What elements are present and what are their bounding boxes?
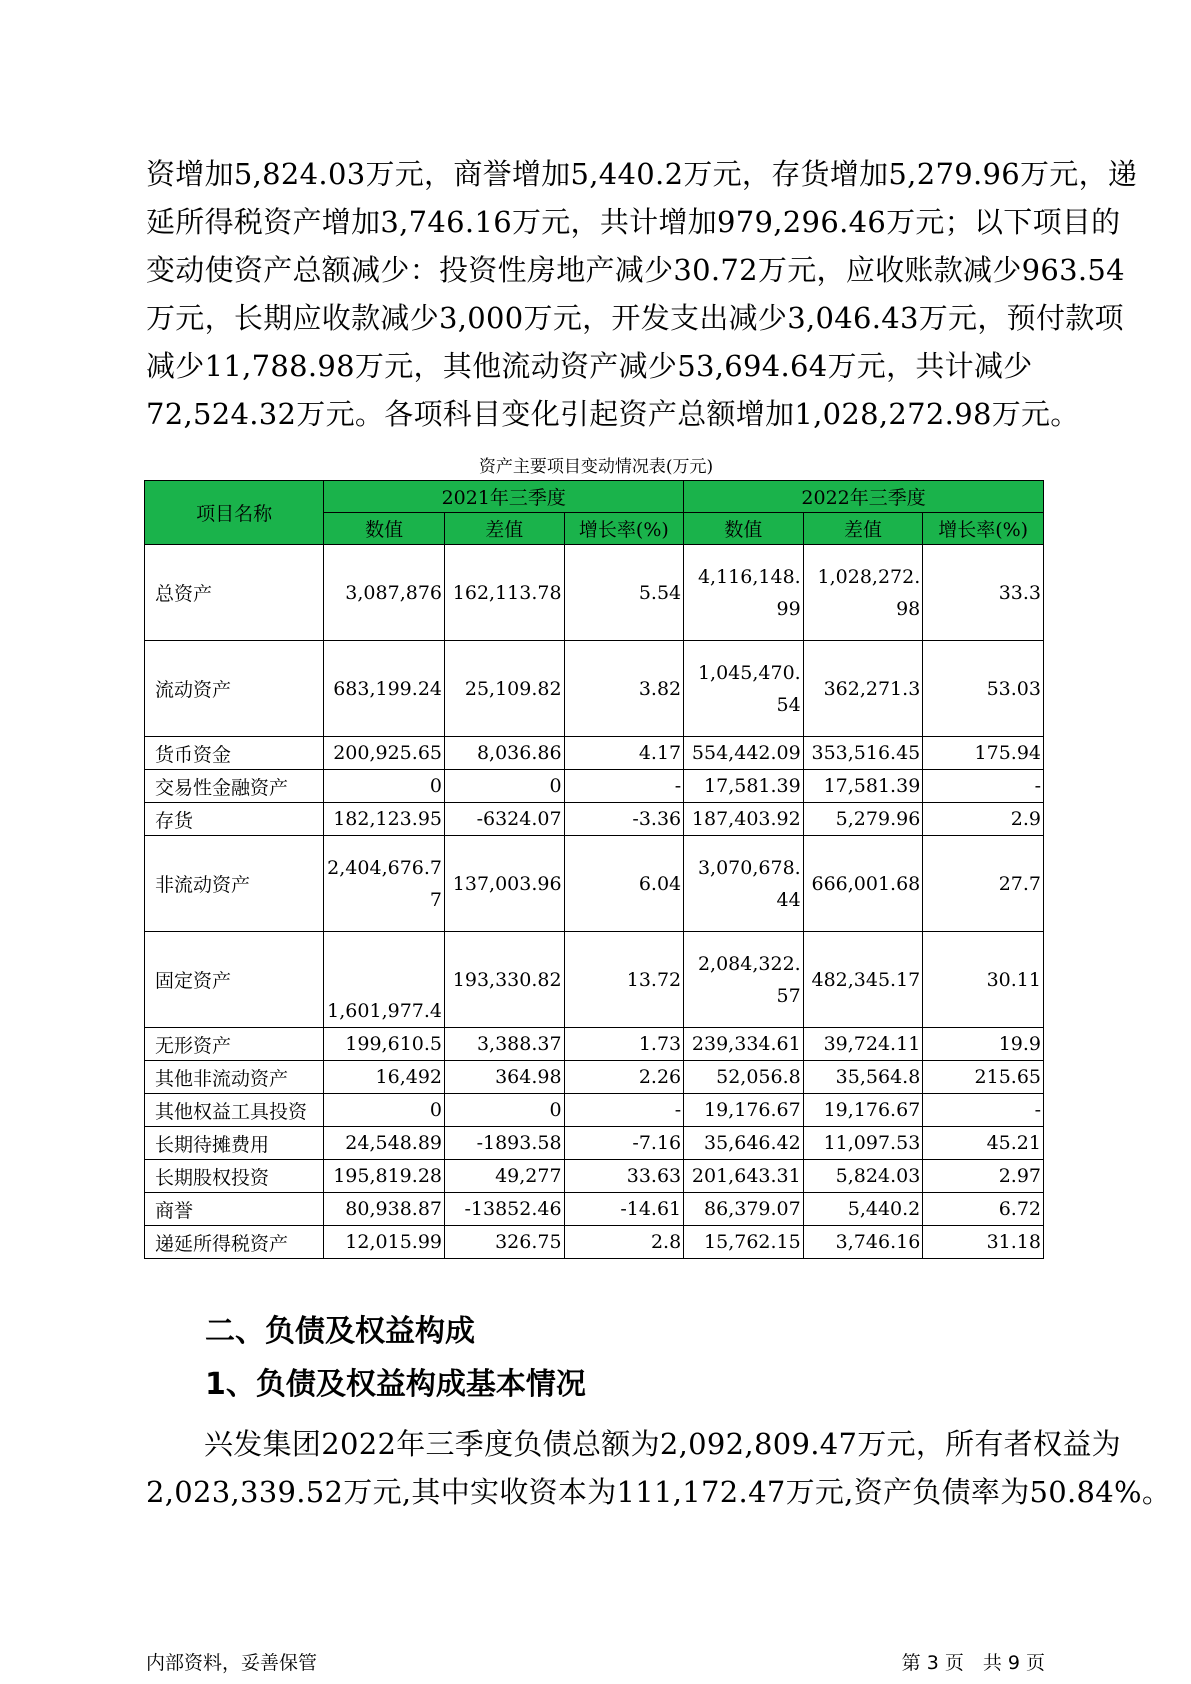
table-cell: 182,123.95 xyxy=(324,803,445,836)
intro-line: 资增加5,824.03万元，商誉增加5,440.2万元，存货增加5,279.96万元，递 xyxy=(146,157,1138,191)
footer-confidential-note: 内部资料，妥善保管 xyxy=(146,1652,318,1674)
table-cell: 86,379.07 xyxy=(684,1193,804,1226)
table-cell: 24,548.89 xyxy=(324,1127,445,1160)
asset-change-table xyxy=(144,480,1044,1259)
intro-paragraph xyxy=(146,150,1138,438)
table-row xyxy=(145,545,1044,641)
table-cell: 35,564.8 xyxy=(803,1061,923,1094)
table-cell: 3,087,876 xyxy=(324,545,445,641)
table-cell: 15,762.15 xyxy=(684,1226,804,1259)
table-row xyxy=(145,836,1044,932)
table-cell: 53.03 xyxy=(923,641,1044,737)
table-cell: 239,334.61 xyxy=(684,1028,804,1061)
table-cell: 49,277 xyxy=(445,1160,565,1193)
table-cell: 17,581.39 xyxy=(803,770,923,803)
table-cell: 364.98 xyxy=(445,1061,565,1094)
table-row xyxy=(145,737,1044,770)
table-cell: 25,109.82 xyxy=(445,641,565,737)
row-label: 递延所得税资产 xyxy=(145,1226,324,1259)
row-label: 商誉 xyxy=(145,1193,324,1226)
period-header-2021: 2021年三季度 xyxy=(324,481,684,513)
table-cell: 35,646.42 xyxy=(684,1127,804,1160)
table-cell: 45.21 xyxy=(923,1127,1044,1160)
table-cell: 215.65 xyxy=(923,1061,1044,1094)
table-row xyxy=(145,770,1044,803)
table-cell: 1.73 xyxy=(564,1028,684,1061)
row-label: 无形资产 xyxy=(145,1028,324,1061)
table-cell: 0 xyxy=(445,1094,565,1127)
table-cell: 3,070,678.44 xyxy=(684,836,804,932)
table-cell: 5.54 xyxy=(564,545,684,641)
row-label: 货币资金 xyxy=(145,737,324,770)
sub-header: 增长率(%) xyxy=(564,513,684,545)
table-cell: -1893.58 xyxy=(445,1127,565,1160)
intro-line: 减少11,788.98万元，其他流动资产减少53,694.64万元，共计减少 xyxy=(146,349,1033,383)
sub-header: 数值 xyxy=(684,513,804,545)
table-cell: 16,492 xyxy=(324,1061,445,1094)
table-cell: 199,610.5 xyxy=(324,1028,445,1061)
table-row xyxy=(145,1094,1044,1127)
table-cell: 11,097.53 xyxy=(803,1127,923,1160)
table-row xyxy=(145,803,1044,836)
table-cell: 4,116,148.99 xyxy=(684,545,804,641)
table-cell: 554,442.09 xyxy=(684,737,804,770)
table-cell: 6.72 xyxy=(923,1193,1044,1226)
table-cell: 5,279.96 xyxy=(803,803,923,836)
table-cell: 2.26 xyxy=(564,1061,684,1094)
table-cell: 19,176.67 xyxy=(684,1094,804,1127)
subsection-heading: 1、负债及权益构成基本情况 xyxy=(205,1367,586,1402)
sub-header: 数值 xyxy=(324,513,445,545)
table-cell: 0 xyxy=(445,770,565,803)
table-cell: - xyxy=(564,1094,684,1127)
intro-line: 万元，长期应收款减少3,000万元，开发支出减少3,046.43万元，预付款项 xyxy=(146,301,1124,335)
table-cell: 39,724.11 xyxy=(803,1028,923,1061)
row-label: 总资产 xyxy=(145,545,324,641)
table-cell: -7.16 xyxy=(564,1127,684,1160)
table-cell: 162,113.78 xyxy=(445,545,565,641)
table-cell: 362,271.3 xyxy=(803,641,923,737)
table-cell: 2.97 xyxy=(923,1160,1044,1193)
row-label: 长期股权投资 xyxy=(145,1160,324,1193)
table-cell: - xyxy=(923,770,1044,803)
table-cell: 13.72 xyxy=(564,932,684,1028)
liability-paragraph xyxy=(146,1420,1172,1516)
table-cell: 2.9 xyxy=(923,803,1044,836)
table-cell: 195,819.28 xyxy=(324,1160,445,1193)
table-caption: 资产主要项目变动情况表(万元) xyxy=(478,457,714,477)
table-cell: 1,601,977.4 xyxy=(324,932,445,1028)
table-cell: 1,028,272.98 xyxy=(803,545,923,641)
table-cell: - xyxy=(564,770,684,803)
table-cell: 666,001.68 xyxy=(803,836,923,932)
table-cell: -14.61 xyxy=(564,1193,684,1226)
table-cell: 0 xyxy=(324,770,445,803)
table-cell: 1,045,470.54 xyxy=(684,641,804,737)
intro-line: 延所得税资产增加3,746.16万元，共计增加979,296.46万元；以下项目的 xyxy=(146,205,1121,239)
table-cell: 193,330.82 xyxy=(445,932,565,1028)
table-cell: 17,581.39 xyxy=(684,770,804,803)
row-label: 交易性金融资产 xyxy=(145,770,324,803)
table-row xyxy=(145,1061,1044,1094)
row-label: 其他非流动资产 xyxy=(145,1061,324,1094)
table-cell: 33.63 xyxy=(564,1160,684,1193)
row-label: 固定资产 xyxy=(145,932,324,1028)
table-cell: 52,056.8 xyxy=(684,1061,804,1094)
table-cell: 6.04 xyxy=(564,836,684,932)
section-heading: 二、负债及权益构成 xyxy=(205,1314,475,1349)
table-cell: 326.75 xyxy=(445,1226,565,1259)
table-cell: - xyxy=(923,1094,1044,1127)
table-cell: 31.18 xyxy=(923,1226,1044,1259)
sub-header: 差值 xyxy=(803,513,923,545)
table-cell: 27.7 xyxy=(923,836,1044,932)
row-label: 长期待摊费用 xyxy=(145,1127,324,1160)
table-cell: 2.8 xyxy=(564,1226,684,1259)
sub-header: 差值 xyxy=(445,513,565,545)
row-label: 存货 xyxy=(145,803,324,836)
table-cell: 482,345.17 xyxy=(803,932,923,1028)
table-cell: 5,824.03 xyxy=(803,1160,923,1193)
table-cell: -3.36 xyxy=(564,803,684,836)
table-cell: 0 xyxy=(324,1094,445,1127)
table-row xyxy=(145,641,1044,737)
table-cell: 3.82 xyxy=(564,641,684,737)
table-cell: 33.3 xyxy=(923,545,1044,641)
sub-header: 增长率(%) xyxy=(923,513,1044,545)
column-header-name: 项目名称 xyxy=(145,481,324,545)
table-cell: 353,516.45 xyxy=(803,737,923,770)
table-cell: 2,084,322.57 xyxy=(684,932,804,1028)
table-cell: 80,938.87 xyxy=(324,1193,445,1226)
table-row xyxy=(145,932,1044,1028)
table-cell: 8,036.86 xyxy=(445,737,565,770)
table-cell: 12,015.99 xyxy=(324,1226,445,1259)
footer-page-number: 第 3 页 共 9 页 xyxy=(901,1652,1045,1674)
table-cell: 683,199.24 xyxy=(324,641,445,737)
table-cell: 201,643.31 xyxy=(684,1160,804,1193)
paragraph-line: 2,023,339.52万元,其中实收资本为111,172.47万元,资产负债率为50.84%。 xyxy=(146,1475,1172,1509)
table-row xyxy=(145,1193,1044,1226)
table-cell: 2,404,676.77 xyxy=(324,836,445,932)
table-cell: 175.94 xyxy=(923,737,1044,770)
row-label: 流动资产 xyxy=(145,641,324,737)
table-cell: -6324.07 xyxy=(445,803,565,836)
table-cell: 3,746.16 xyxy=(803,1226,923,1259)
paragraph-line: 兴发集团2022年三季度负债总额为2,092,809.47万元，所有者权益为 xyxy=(204,1427,1121,1461)
table-row xyxy=(145,1160,1044,1193)
intro-line: 72,524.32万元。各项科目变化引起资产总额增加1,028,272.98万元。 xyxy=(146,397,1080,431)
table-row xyxy=(145,1127,1044,1160)
table-cell: 5,440.2 xyxy=(803,1193,923,1226)
row-label: 其他权益工具投资 xyxy=(145,1094,324,1127)
period-header-2022: 2022年三季度 xyxy=(684,481,1044,513)
table-body xyxy=(145,545,1044,1259)
table-cell: 137,003.96 xyxy=(445,836,565,932)
table-cell: 200,925.65 xyxy=(324,737,445,770)
table-cell: 4.17 xyxy=(564,737,684,770)
table-cell: 30.11 xyxy=(923,932,1044,1028)
row-label: 非流动资产 xyxy=(145,836,324,932)
table-cell: 3,388.37 xyxy=(445,1028,565,1061)
intro-line: 变动使资产总额减少：投资性房地产减少30.72万元，应收账款减少963.54 xyxy=(146,253,1125,287)
table-cell: -13852.46 xyxy=(445,1193,565,1226)
table-row xyxy=(145,1028,1044,1061)
table-row xyxy=(145,1226,1044,1259)
table-cell: 19,176.67 xyxy=(803,1094,923,1127)
table-cell: 187,403.92 xyxy=(684,803,804,836)
table-cell: 19.9 xyxy=(923,1028,1044,1061)
